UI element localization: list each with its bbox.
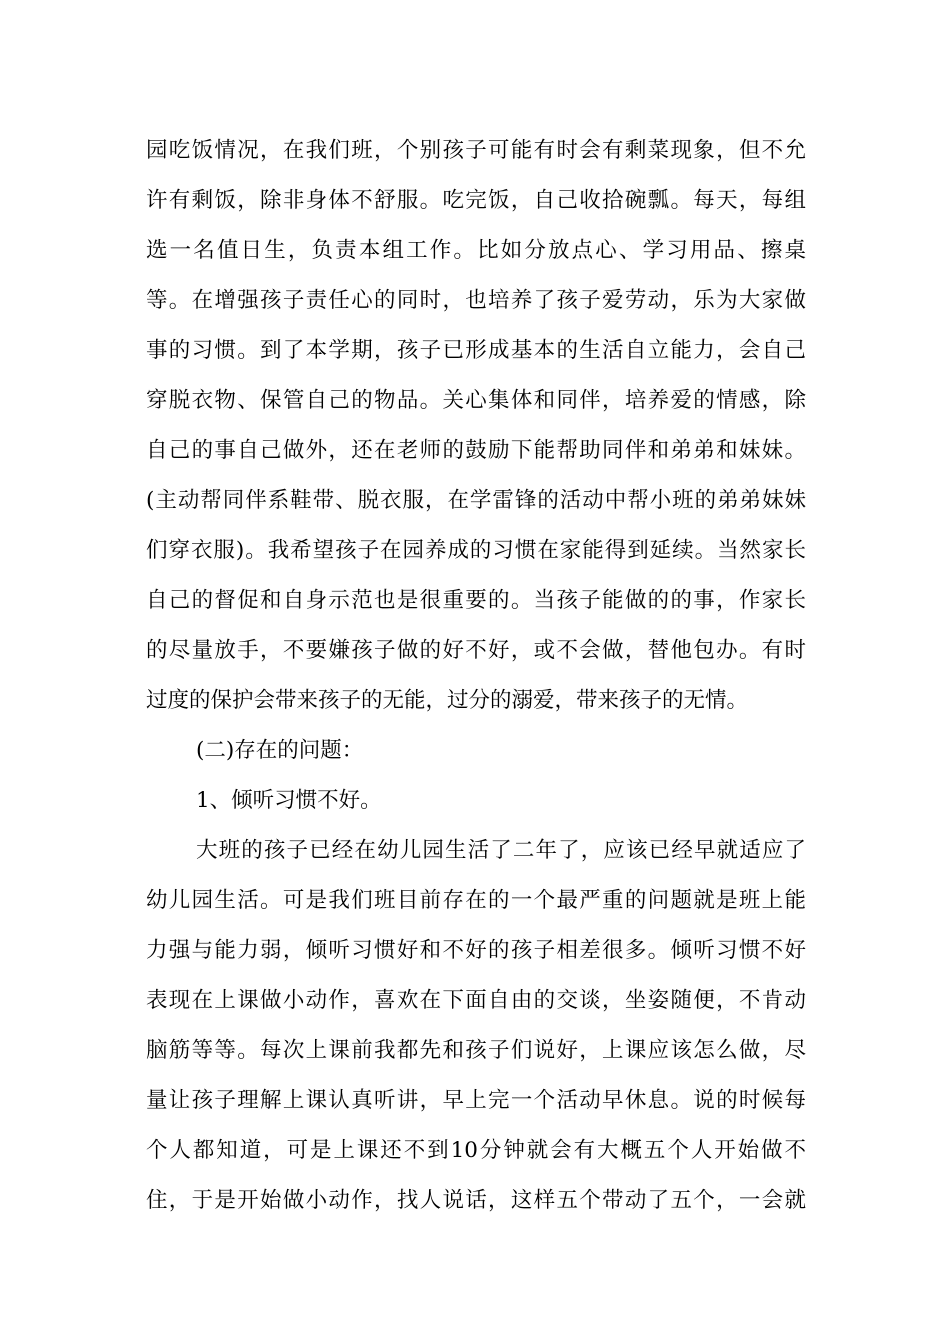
paragraph1-line-9: 们穿衣服)。我希望孩子在园养成的习惯在家能得到延续。当然家长 <box>146 538 806 563</box>
paragraph2-line-5: 脑筋等等。每次上课前我都先和孩子们说好，上课应该怎么做，尽 <box>146 1038 806 1063</box>
paragraph2-line-7: 个人都知道，可是上课还不到10分钟就会有大概五个人开始做不 <box>146 1138 806 1163</box>
paragraph2-line-6: 量让孩子理解上课认真听讲，早上完一个活动早休息。说的时候每 <box>146 1088 806 1113</box>
paragraph1-line-11: 的尽量放手，不要嫌孩子做的好不好，或不会做，替他包办。有时 <box>146 638 806 663</box>
paragraph1-line-7: 自己的事自己做外，还在老师的鼓励下能帮助同伴和弟弟和妹妹。 <box>146 438 806 463</box>
paragraph1-line-3: 选一名值日生，负责本组工作。比如分放点心、学习用品、擦桌 <box>146 238 806 263</box>
paragraph2-line-8: 住，于是开始做小动作，找人说话，这样五个带动了五个，一会就 <box>146 1188 806 1213</box>
paragraph1-line-5: 事的习惯。到了本学期，孩子已形成基本的生活自立能力，会自己 <box>146 338 806 363</box>
paragraph1-line-10: 自己的督促和自身示范也是很重要的。当孩子能做的的事，作家长 <box>146 588 806 613</box>
paragraph2-line-1: 大班的孩子已经在幼儿园生活了二年了，应该已经早就适应了 <box>196 838 806 863</box>
paragraph1-line-12: 过度的保护会带来孩子的无能，过分的溺爱，带来孩子的无情。 <box>146 688 749 713</box>
section-heading: (二)存在的问题： <box>196 738 364 763</box>
paragraph2-line-2: 幼儿园生活。可是我们班目前存在的一个最严重的问题就是班上能 <box>146 888 806 913</box>
paragraph2-line-3: 力强与能力弱，倾听习惯好和不好的孩子相差很多。倾听习惯不好 <box>146 938 806 963</box>
paragraph1-line-8: (主动帮同伴系鞋带、脱衣服，在学雷锋的活动中帮小班的弟弟妹妹 <box>146 488 806 513</box>
paragraph1-line-2: 许有剩饭，除非身体不舒服。吃完饭，自己收拾碗瓢。每天，每组 <box>146 188 806 213</box>
paragraph2-line-4: 表现在上课做小动作，喜欢在下面自由的交谈，坐姿随便，不肯动 <box>146 988 806 1013</box>
paragraph1-line-1: 园吃饭情况，在我们班，个别孩子可能有时会有剩菜现象，但不允 <box>146 138 806 163</box>
paragraph1-line-4: 等。在增强孩子责任心的同时，也培养了孩子爱劳动，乐为大家做 <box>146 288 806 313</box>
paragraph1-line-6: 穿脱衣物、保管自己的物品。关心集体和同伴，培养爱的情感，除 <box>146 388 806 413</box>
subheading: 1、倾听习惯不好。 <box>196 788 382 813</box>
